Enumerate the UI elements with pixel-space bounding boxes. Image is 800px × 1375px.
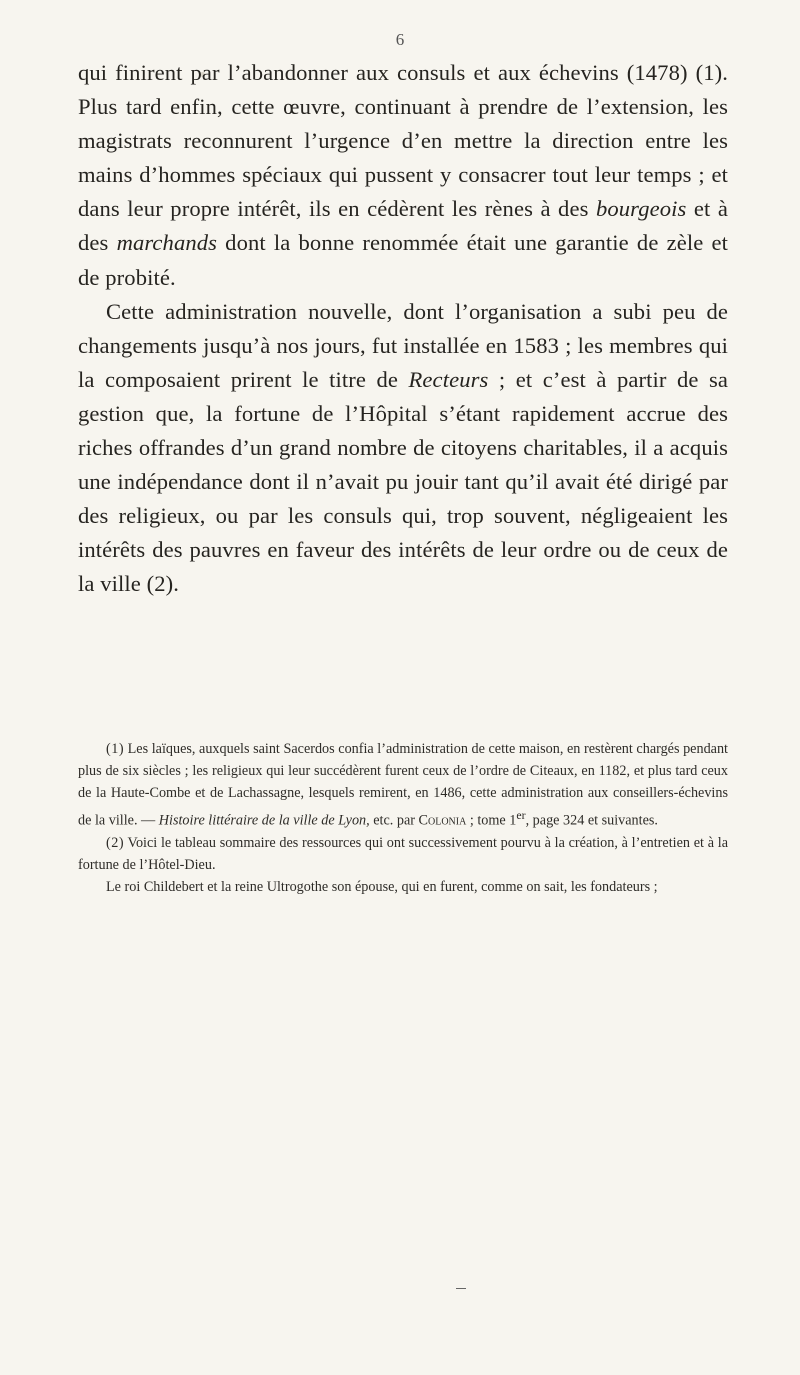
footnote-1-text-4: , page 324 et suivantes. (525, 812, 658, 829)
footnotes (78, 738, 728, 898)
para2-text-1: Cette administration nouvelle, dont l’organisation a subi peu de changements jusqu’à nos jours, fut installée en 1583 ; les membres qui la composaient prirent le titre de (78, 298, 728, 392)
footnote-1-author: Colonia (418, 812, 467, 829)
main-text (78, 56, 728, 602)
footnote-1 (78, 738, 728, 832)
bottom-mark (456, 1288, 466, 1289)
footnote-1-number: (1) (106, 741, 125, 757)
para1-text-1: qui finirent par l’abandonner aux consuls et aux échevins (1478) (1). Plus tard enfin, cette œuvre, continuant à prendre de l’extension, les magistrats reconnurent l’urgence d’en mettre la direction entre les mains d’hommes spéciaux qui pussent y consacrer tout leur temps ; et dans leur propre intérêt, ils en cédèrent les rènes à des (78, 60, 728, 222)
page-number: 6 (395, 30, 405, 49)
footnote-1-text-2: etc. par (369, 812, 419, 829)
paragraph-2 (78, 295, 728, 602)
para1-text-2: et à des (78, 196, 729, 256)
para1-italic-marchands: marchands (116, 230, 218, 256)
footnote-1-volume-sup: er (516, 808, 526, 822)
footnote-1-text-3: ; tome (466, 812, 510, 829)
para2-text-2: ; et c’est à partir de sa gestion que, la fortune de l’Hôpital s’étant rapidement accrue des riches offrandes d’un grand nombre de citoyens charitables, il a acquis une indépendance dont il n’avait pu jouir tant qu’il avait été dirigé par des religieux, ou par les consuls qui, trop souvent, négligeaient les intérêts des pauvres en faveur des intérêts de leur ordre ou de ceux de la ville (2). (78, 366, 728, 597)
footnote-1-text-1: Les laïques, auxquels saint Sacerdos confia l’administration de cette maison, en restèrent chargés pendant plus de six siècles ; les religieux qui leur succédèrent furent ceux de l’ordre de Citeaux, en 1182, et plus tard ceux de la Haute-Combe et de Lachassagne, lesquels remirent, en 1486, cette administration aux conseillers-échevins de la ville. — (78, 741, 728, 829)
footnote-3-text: Le roi Childebert et la reine Ultrogothe son épouse, qui en furent, comme on sait, les fondateurs ; (106, 878, 658, 895)
para1-italic-bourgeois: bourgeois (595, 196, 687, 222)
para2-italic-recteurs: Recteurs (408, 366, 489, 392)
footnote-1-volume: 1 (509, 812, 517, 829)
footnote-2 (78, 832, 728, 876)
footnote-3 (78, 876, 728, 898)
footnote-1-italic-title: Histoire littéraire de la ville de Lyon, (158, 812, 370, 829)
footnote-2-number: (2) (106, 834, 125, 851)
footnote-2-text: Voici le tableau sommaire des ressources qui ont successivement pourvu à la création, à l’entretien et à la fortune de l’Hôtel-Dieu. (78, 834, 728, 873)
para1-text-3: dont la bonne renommée était une garantie de zèle et de probité. (78, 230, 728, 290)
paragraph-1 (78, 56, 728, 295)
